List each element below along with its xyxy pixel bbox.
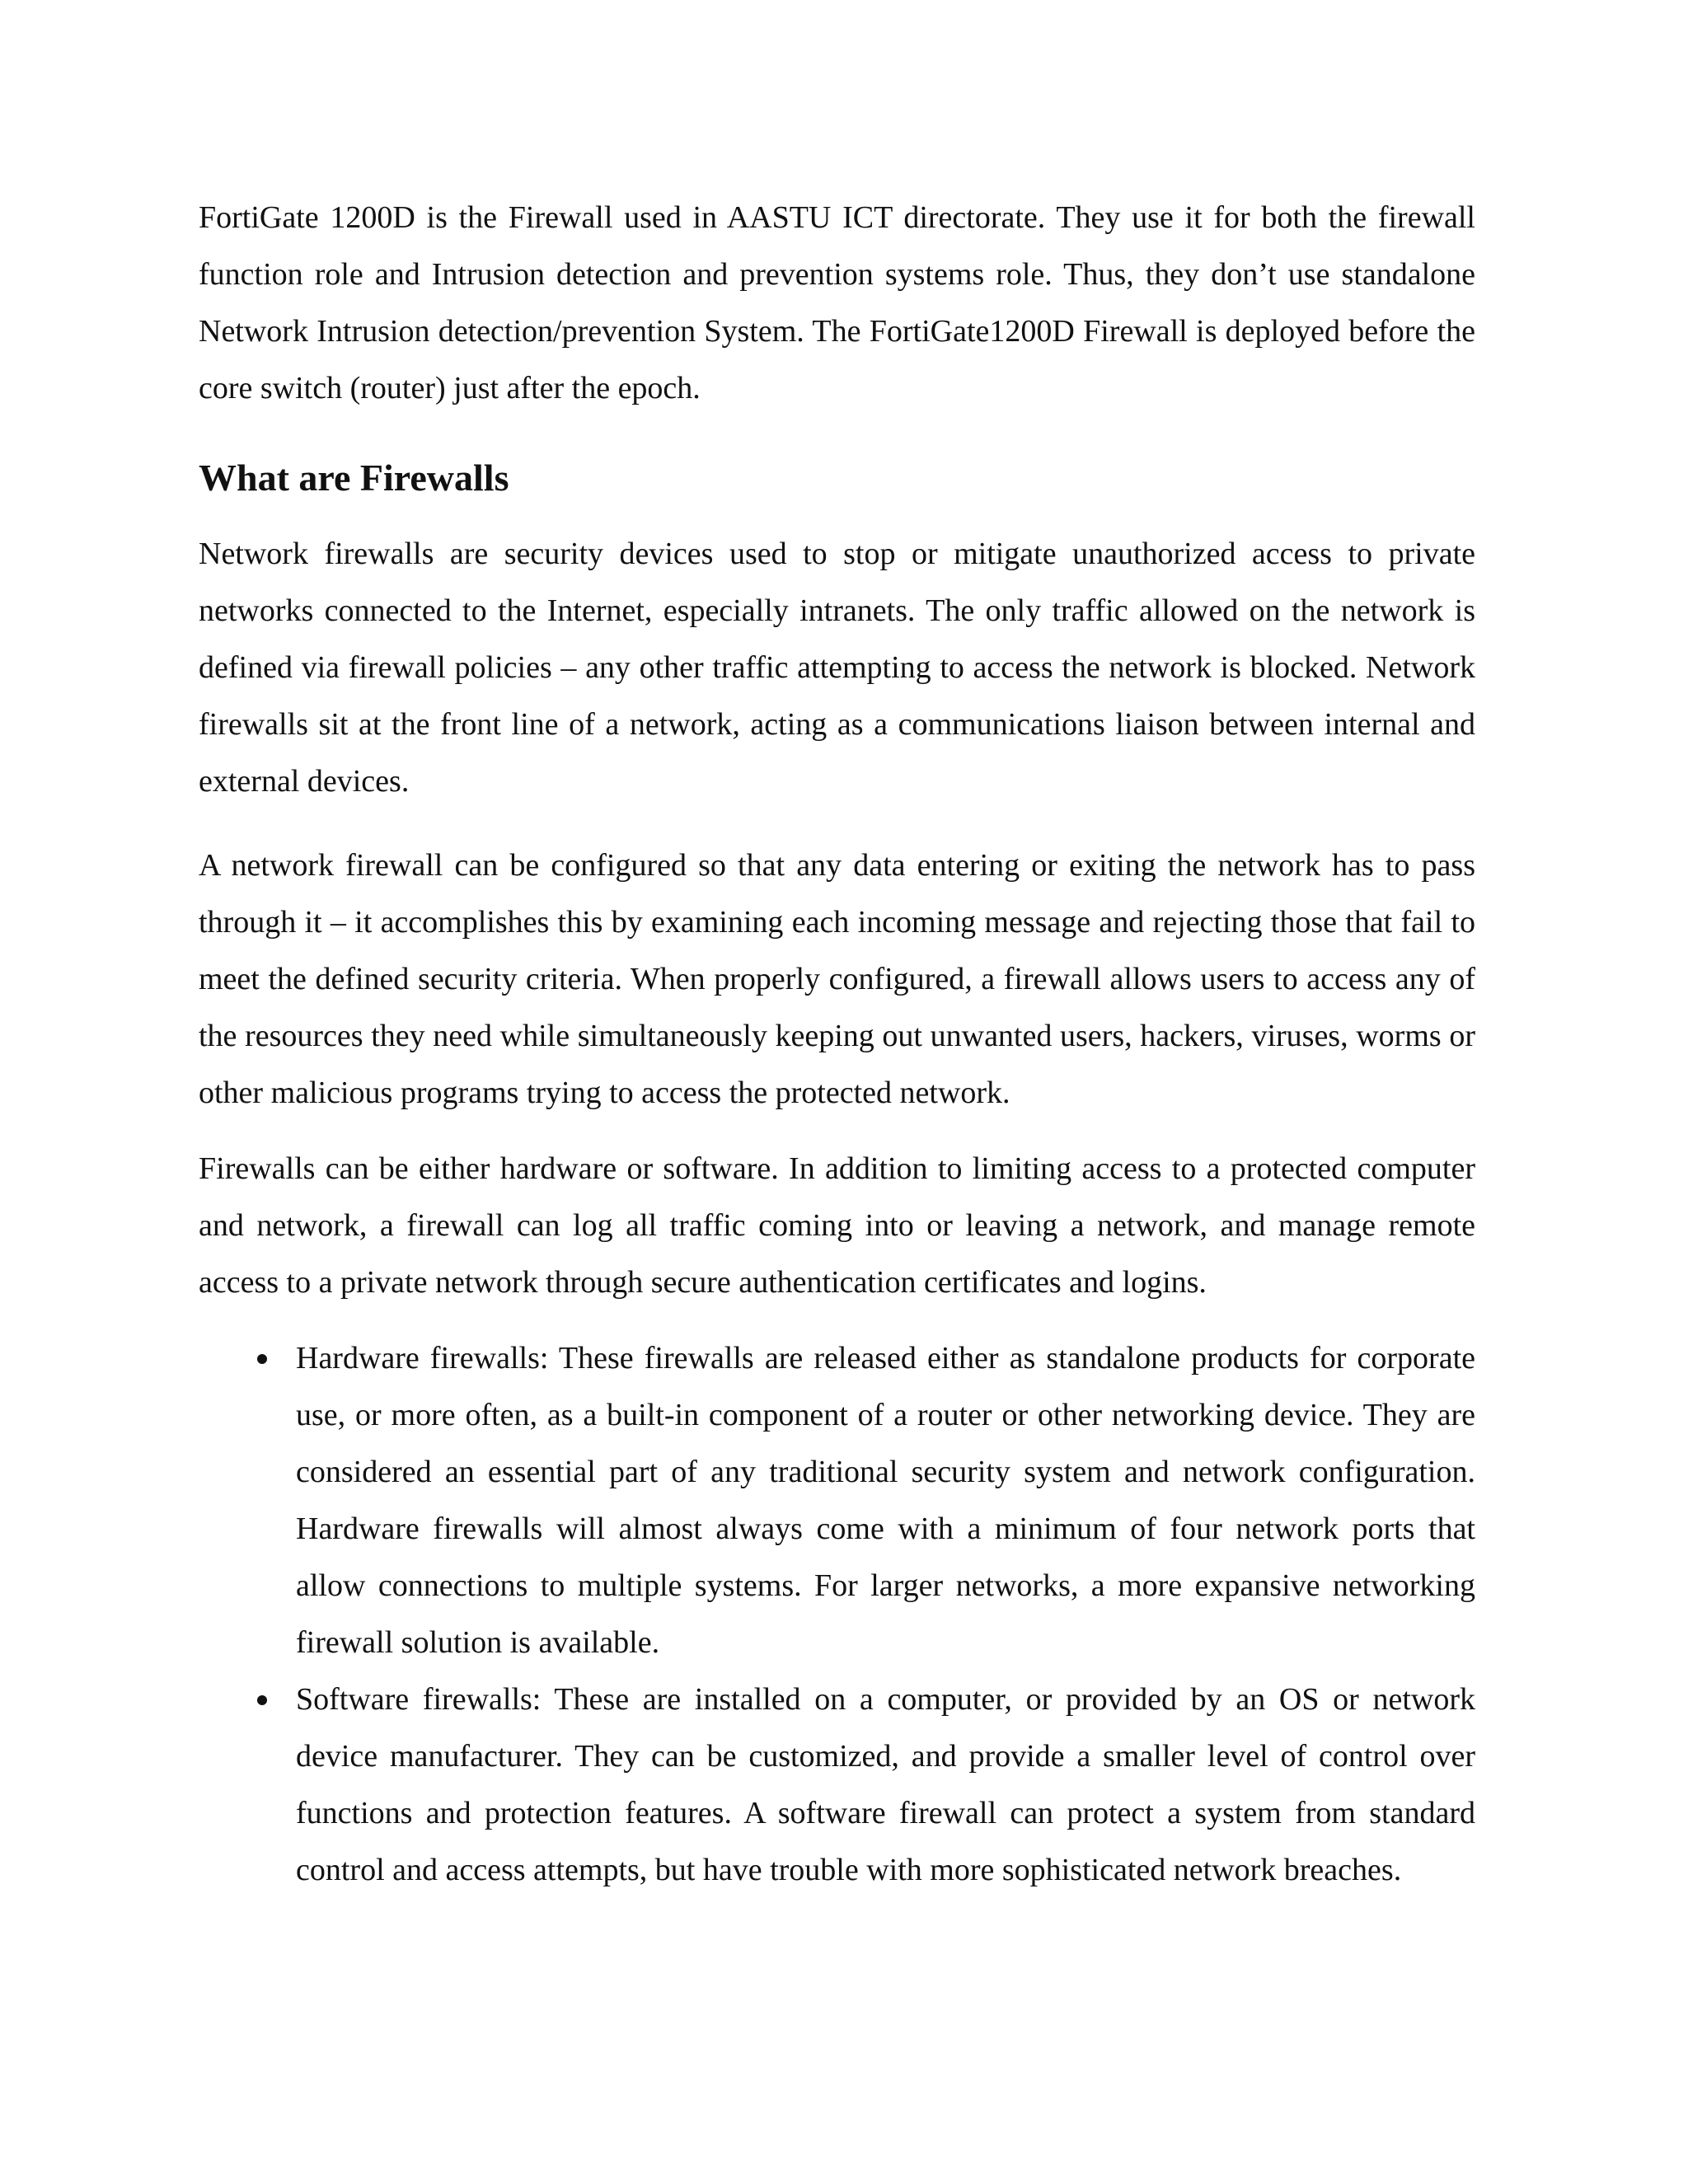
bullet-icon <box>257 1354 267 1364</box>
list-item-software-firewalls <box>199 1671 1475 1899</box>
body-paragraph-network-firewalls: Network firewalls are security devices used to stop or mitigate unauthorized access to private networks connected to the Internet, especially intranets. The only traffic allowed on the network is defined via firewall policies – any other traffic attempting to access the network is blocked. Network firewalls sit at the front line of a network, acting as a communications liaison between internal and external devices. <box>199 537 1475 799</box>
document-body <box>199 190 1475 1899</box>
section-heading: What are Firewalls <box>199 457 509 499</box>
bullet-icon <box>257 1695 267 1705</box>
list-item-text: Hardware firewalls: These firewalls are released either as standalone products for corporate use, or more often, as a built-in component of a router or other networking device. They are considered an essential part of any traditional security system and network configuration. Hardware firewalls will almost always come with a minimum of four network ports that allow connections to multiple systems. For larger networks, a more expansive networking firewall solution is available. <box>296 1341 1475 1660</box>
firewall-types-list <box>199 1330 1475 1899</box>
list-item-text: Software firewalls: These are installed on a computer, or provided by an OS or network device manufacturer. They can be customized, and provide a smaller level of control over functions and protection features. A software firewall can protect a system from standard control and access attempts, but have trouble with more sophisticated network breaches. <box>296 1682 1475 1887</box>
list-item-hardware-firewalls <box>199 1330 1475 1671</box>
intro-paragraph: FortiGate 1200D is the Firewall used in AASTU ICT directorate. They use it for both the firewall function role and Intrusion detection and prevention systems role. Thus, they don’t use standalone Network Intrusion detection/prevention System. The FortiGate1200D Firewall is deployed before the core switch (router) just after the epoch. <box>199 200 1475 405</box>
body-paragraph-configuration: A network firewall can be configured so that any data entering or exiting the network has to pass through it – it accomplishes this by examining each incoming message and rejecting those that fail to meet the defined security criteria. When properly configured, a firewall allows users to access any of the resources they need while simultaneously keeping out unwanted users, hackers, viruses, worms or other malicious programs trying to access the protected network. <box>199 848 1475 1110</box>
body-paragraph-hardware-or-software: Firewalls can be either hardware or software. In addition to limiting access to a protected computer and network, a firewall can log all traffic coming into or leaving a network, and manage remote access to a private network through secure authentication certificates and logins. <box>199 1151 1475 1300</box>
